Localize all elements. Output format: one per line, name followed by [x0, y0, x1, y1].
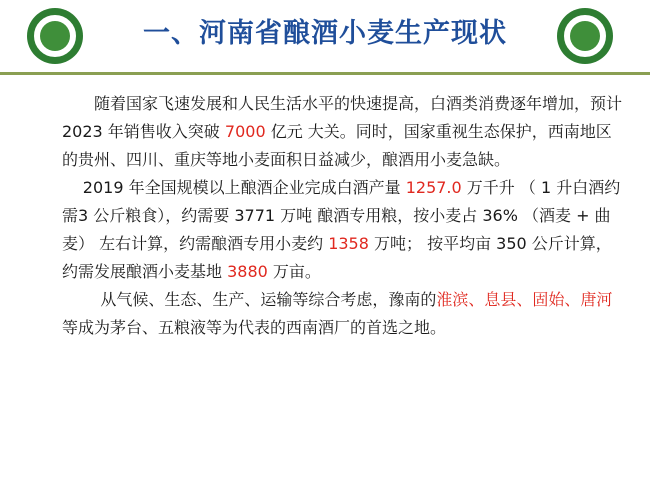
para2-text-2: 万千升 （ 1 升白酒约需3 公斤粮食），约需要 3771 万吨 酿酒专用粮，按小麦占 36% （酒麦 + 曲麦） 左右计算，约需酿酒专用小麦约	[62, 178, 621, 253]
university-seal-logo	[27, 8, 83, 64]
output-value-highlight: 1257.0	[405, 178, 462, 197]
para1-text: 随着国家飞速发展和人民生活水平的快速提高，白酒类消费逐年增加，预计 2023 年销售收入突破	[62, 94, 623, 141]
para2-text-4: 万亩。	[267, 262, 321, 281]
para1-text-rest: 亿元 大关。同时，国家重视生态保护，西南地区的贵州、四川、重庆等地小麦面积日益减少，酿酒用小麦急缺。	[62, 122, 612, 169]
paragraph-consumption	[62, 90, 624, 174]
slide-title: 一、河南省酿酒小麦生产现状	[143, 18, 507, 49]
sales-value-highlight: 7000	[224, 122, 266, 141]
slide-body	[62, 90, 624, 342]
regions-highlight: 淮滨、息县、固始、唐河	[436, 290, 613, 309]
base-area-highlight: 3880	[227, 262, 268, 281]
slide-header	[0, 0, 650, 74]
header-divider	[0, 72, 650, 75]
wheat-demand-highlight: 1358	[328, 234, 369, 253]
para3-text-rest: 等成为茅台、五粮液等为代表的西南酒厂的首选之地。	[62, 318, 447, 337]
para2-text: 2019 年全国规模以上酿酒企业完成白酒产量	[82, 178, 406, 197]
para2-text-3: 万吨； 按平均亩 350 公斤计算， 约需发展酿酒小麦基地	[62, 234, 612, 281]
paragraph-production	[62, 174, 624, 286]
nmy-seal-logo	[557, 8, 613, 64]
paragraph-regions	[62, 286, 624, 342]
seal-emblem-icon	[40, 21, 70, 51]
seal-emblem-icon	[570, 21, 600, 51]
para3-text: 从气候、生态、生产、运输等综合考虑，豫南的	[100, 290, 437, 309]
